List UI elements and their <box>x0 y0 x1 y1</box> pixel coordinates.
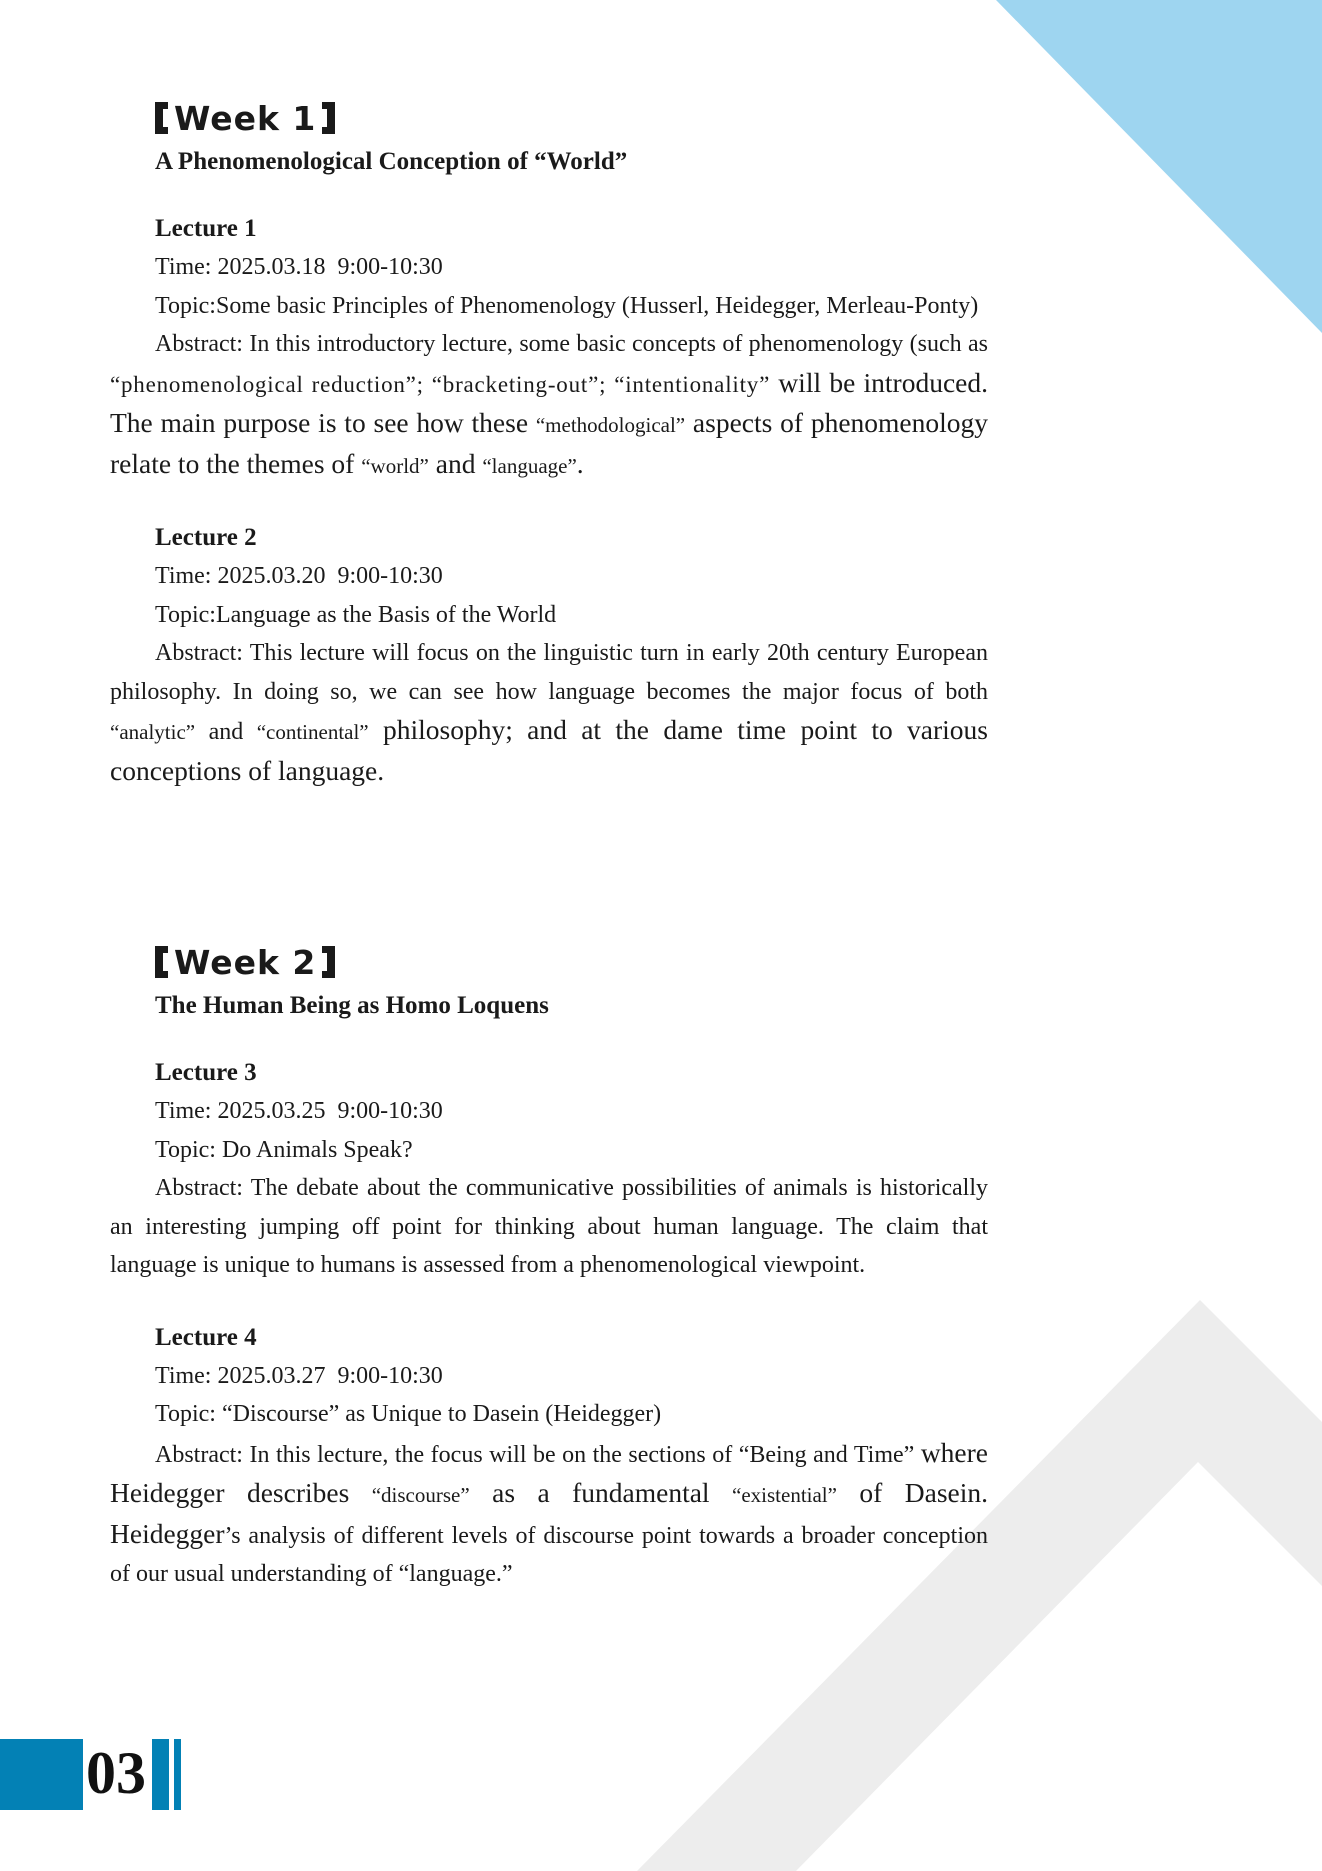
text-run: Topic: Do Animals Speak? <box>155 1136 413 1163</box>
week-2-header <box>155 940 988 984</box>
text-run: Topic:Language as the Basis of the World <box>155 601 557 628</box>
page-number: 03 <box>86 1740 146 1806</box>
text-run: Abstract: In this lecture, the focus will be on the sections of “Being and Time” <box>155 1441 921 1468</box>
lecture-3-abstract <box>110 1169 988 1285</box>
lecture-1-block <box>110 210 988 485</box>
lecture-4-topic <box>110 1395 988 1434</box>
text-run: and <box>428 447 483 479</box>
text-run: will be introduced. The main purpose is to see how these <box>110 366 988 438</box>
lenticular-bracket-left-icon <box>155 102 168 134</box>
lecture-2-block <box>110 519 988 792</box>
text-run: Abstract: In this introductory lecture, some basic concepts of phenomenology (such as <box>155 331 988 357</box>
text-run: “existential” <box>732 1483 837 1507</box>
text-run: Topic: “Discourse” as Unique to Dasein (Heidegger) <box>155 1401 662 1427</box>
lecture-1-topic <box>110 287 988 326</box>
footer-blue-rectangle <box>0 1739 83 1810</box>
text-run: Abstract: The debate about the communicative possibilities of animals is historically an interesting jumping off point for thinking about human language. The claim that language is unique to humans is assessed from a phenomenological viewpoint. <box>110 1175 988 1278</box>
week-1-subtitle: A Phenomenological Conception of “World” <box>155 148 628 175</box>
text-run: Topic:Some basic Principles of Phenomenology (Husserl, Heidegger, Merleau-Ponty) <box>155 292 979 319</box>
lecture-3-title: Lecture 3 <box>155 1059 257 1086</box>
lecture-2-time: Time: 2025.03.20 9:00-10:30 <box>155 563 443 589</box>
lecture-4-time: Time: 2025.03.27 9:00-10:30 <box>155 1362 443 1389</box>
lecture-4-block <box>110 1319 988 1594</box>
text-run: as a fundamental <box>469 1477 733 1508</box>
text-run: “discourse” <box>371 1483 470 1507</box>
text-run: “language” <box>482 453 577 478</box>
text-run: aspects of phenomenology relate to the themes of <box>110 407 989 479</box>
text-run: Abstract: This lecture will focus on the linguistic turn in early 20th century European philosophy. In doing so, we can see how language becomes the major focus of both <box>110 640 988 705</box>
lecture-3-time: Time: 2025.03.25 9:00-10:30 <box>155 1098 443 1124</box>
text-run: where Heidegger describes <box>110 1436 988 1508</box>
lecture-4-abstract <box>110 1434 988 1594</box>
text-run: “methodological” <box>535 413 686 437</box>
footer-bar-thin <box>174 1739 181 1810</box>
lecture-1-title: Lecture 1 <box>155 215 257 242</box>
lecture-2-title: Lecture 2 <box>155 524 257 551</box>
corner-triangle-decoration <box>996 0 1322 333</box>
lecture-2-abstract <box>110 634 988 792</box>
week-2-header-label: Week 2 <box>174 942 317 982</box>
lenticular-bracket-right-icon <box>322 946 335 978</box>
text-run: ’s analysis of different levels of discourse point towards a broader conception of our usual understanding of “language.” <box>110 1522 988 1587</box>
lecture-4-title: Lecture 4 <box>155 1323 257 1351</box>
text-run: “phenomenological reduction”; “bracketing-out”; “intentionality” <box>110 371 771 397</box>
text-run: “continental” <box>256 720 369 744</box>
week-1-section <box>110 96 988 792</box>
lenticular-bracket-right-icon <box>322 102 335 134</box>
lecture-3-block <box>110 1054 988 1285</box>
lecture-1-abstract <box>110 325 988 485</box>
week-2-section <box>110 940 988 1594</box>
lecture-2-topic <box>110 596 988 635</box>
text-run: philosophy; and at the dame time point to various conceptions of language. <box>110 714 988 786</box>
lecture-3-topic <box>110 1131 988 1170</box>
text-run: . <box>576 447 584 479</box>
week-1-header-label: Week 1 <box>174 98 317 138</box>
week-2-subtitle: The Human Being as Homo Loquens <box>155 992 549 1019</box>
text-run: of Dasein. Heidegger <box>110 1477 988 1549</box>
text-run: “world” <box>361 453 429 478</box>
lecture-1-time: Time: 2025.03.18 9:00-10:30 <box>155 254 443 280</box>
text-run: and <box>195 719 257 745</box>
lenticular-bracket-left-icon <box>155 946 168 978</box>
week-1-header <box>155 96 988 140</box>
footer-bar-thick <box>152 1739 169 1810</box>
text-run: “analytic” <box>110 720 196 744</box>
